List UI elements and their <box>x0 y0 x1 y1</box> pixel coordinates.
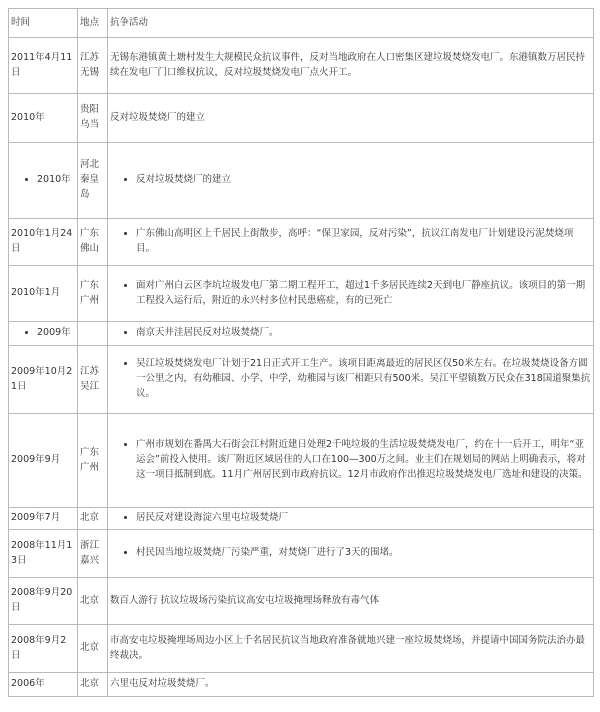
header-place: 地点 <box>78 9 108 38</box>
cell-activity: 市高安屯垃圾掩埋场周边小区上千名居民抗议当地政府准备就地兴建一座垃圾焚烧场，并提请中国国务院法治办最终裁决。 <box>108 625 594 673</box>
cell-time: 2006年 <box>9 673 78 697</box>
table-row <box>9 414 594 508</box>
cell-activity <box>108 508 594 530</box>
cell-time: 2008年9月20日 <box>9 578 78 625</box>
cell-time: 2010年 <box>9 94 78 143</box>
cell-activity-text: • 吴江垃圾焚烧发电厂计划于21日正式开工生产。该项目距离最近的居民区仅50米左右。在垃圾焚烧设备方圆一公里之内，有幼稚园、小学、中学，幼稚园与该厂相距只有500米。吴江平望镇数万民众在318国道聚集抗议。 <box>136 357 591 401</box>
table-row <box>9 625 594 673</box>
cell-activity: 反对垃圾焚烧厂的建立 <box>108 94 594 143</box>
protest-events-table <box>8 8 594 697</box>
cell-time-text: • 2009年 <box>37 326 75 341</box>
cell-activity <box>108 530 594 578</box>
cell-place: 北京 <box>78 508 108 530</box>
cell-activity-text: • 村民因当地垃圾焚烧厂污染严重，对焚烧厂进行了3天的围堵。 <box>136 546 591 561</box>
cell-place <box>78 322 108 346</box>
table-row <box>9 508 594 530</box>
cell-time: 2010年1月24日 <box>9 219 78 266</box>
cell-time: 2011年4月11日 <box>9 38 78 94</box>
table-row <box>9 143 594 219</box>
bullet-list <box>110 279 591 308</box>
cell-place: 江苏无锡 <box>78 38 108 94</box>
bullet-list <box>110 173 591 188</box>
bullet-list <box>110 546 591 561</box>
cell-activity-text: • 南京天井洼居民反对垃圾焚烧厂。 <box>136 326 591 341</box>
cell-place: 北京 <box>78 673 108 697</box>
bullet-list <box>110 227 591 256</box>
cell-place: 河北秦皇岛 <box>78 143 108 219</box>
cell-activity-text: • 居民反对建设海淀六里屯垃圾焚烧厂 <box>136 511 591 526</box>
cell-activity <box>108 322 594 346</box>
cell-place: 贵阳乌当 <box>78 94 108 143</box>
cell-activity <box>108 266 594 322</box>
cell-time: 2009年9月 <box>9 414 78 508</box>
cell-activity-text: • 广州市规划在番禺大石街会江村附近建日处理2千吨垃圾的生活垃圾焚烧发电厂，约在十一后开工，明年“亚运会”前投入使用。该厂附近区域居住的人口在100—300万之间。业主们在规划局的网站上明确表示，将对这一项目抵制到底。11月广州居民到市政府抗议。12月市政府作出推迟垃圾焚烧发电厂选址和建设的决策。 <box>136 438 591 482</box>
header-time: 时间 <box>9 9 78 38</box>
cell-activity: 数百人游行 抗议垃圾场污染抗议高安屯垃圾掩埋场释放有毒气体 <box>108 578 594 625</box>
cell-time-text: • 2010年 <box>37 173 75 188</box>
cell-place: 北京 <box>78 625 108 673</box>
cell-activity-text: • 面对广州白云区李坑垃圾发电厂第二期工程开工，超过1千多居民连续2天到电厂静座抗议。该项目的第一期工程投入运行后，附近的永兴村多位村民患癌症，有的已死亡 <box>136 279 591 308</box>
cell-time: 2009年7月 <box>9 508 78 530</box>
cell-activity-text: • 广东佛山高明区上千居民上街散步，高呼：“保卫家园，反对污染”，抗议江南发电厂计划建设污泥焚烧项目。 <box>136 227 591 256</box>
cell-place: 广东广州 <box>78 414 108 508</box>
cell-activity: 无锡东港镇黄土塘村发生大规模民众抗议事件，反对当地政府在人口密集区建垃圾焚烧发电厂。东港镇数万居民持续在发电厂门口维权抗议，反对垃圾焚烧发电厂点火开工。 <box>108 38 594 94</box>
cell-place: 广东佛山 <box>78 219 108 266</box>
cell-activity <box>108 143 594 219</box>
bullet-list <box>110 438 591 482</box>
bullet-list <box>11 173 75 188</box>
header-activity: 抗争活动 <box>108 9 594 38</box>
cell-activity <box>108 219 594 266</box>
bullet-list <box>110 357 591 401</box>
cell-place: 江苏吴江 <box>78 346 108 414</box>
cell-time: 2009年10月21日 <box>9 346 78 414</box>
table-row <box>9 219 594 266</box>
table-row <box>9 94 594 143</box>
table-row <box>9 578 594 625</box>
cell-activity-text: • 反对垃圾焚烧厂的建立 <box>136 173 591 188</box>
bullet-list <box>11 326 75 341</box>
table-row <box>9 38 594 94</box>
cell-time <box>9 143 78 219</box>
cell-time <box>9 322 78 346</box>
table-header-row <box>9 9 594 38</box>
cell-place: 浙江嘉兴 <box>78 530 108 578</box>
cell-time: 2010年1月 <box>9 266 78 322</box>
cell-place: 广东广州 <box>78 266 108 322</box>
cell-time: 2008年9月2日 <box>9 625 78 673</box>
table-row <box>9 266 594 322</box>
cell-activity <box>108 414 594 508</box>
table-row <box>9 346 594 414</box>
bullet-list <box>110 326 591 341</box>
table-row <box>9 673 594 697</box>
cell-place: 北京 <box>78 578 108 625</box>
bullet-list <box>110 511 591 526</box>
cell-time: 2008年11月13日 <box>9 530 78 578</box>
table-row <box>9 322 594 346</box>
cell-activity <box>108 346 594 414</box>
cell-activity: 六里屯反对垃圾焚烧厂。 <box>108 673 594 697</box>
table-row <box>9 530 594 578</box>
